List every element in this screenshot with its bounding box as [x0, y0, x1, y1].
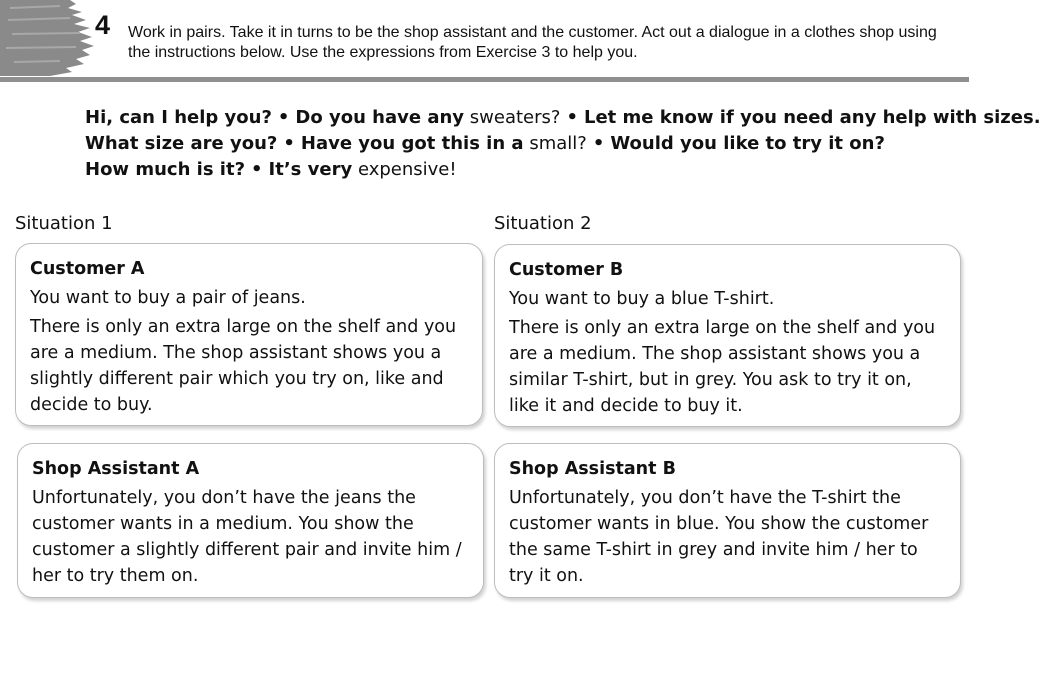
expressions-line [85, 157, 965, 183]
card-text: You want to buy a blue T-shirt. [509, 289, 775, 309]
expressions-line [85, 105, 1041, 131]
bullet: • [283, 133, 295, 154]
expression: Would you like to try it on? [610, 133, 885, 154]
expression-word: expensive! [357, 159, 457, 180]
expression: Do you have any [295, 107, 465, 128]
expressions-box [85, 105, 1041, 183]
situation-2-label: Situation 2 [494, 213, 592, 234]
customer-b-card [494, 244, 961, 427]
expression: Have you got this in a [300, 133, 524, 154]
expression: It’s very [268, 159, 353, 180]
shop-assistant-b-card [494, 443, 961, 598]
card-text: You want to buy a pair of jeans. [30, 288, 306, 308]
exercise-number: 4 [95, 10, 111, 40]
exercise-instructions: Work in pairs. Take it in turns to be the shop assistant and the customer. Act out a dialogue in a clothes shop using the instructions below. Use the expressions from Exercise 3 to help you. [128, 24, 937, 61]
expressions-line [85, 131, 965, 157]
expression-word: sweaters? [469, 107, 561, 128]
situation-1-label: Situation 1 [15, 213, 113, 234]
shop-assistant-a-card [17, 443, 484, 598]
card-title: Customer B [509, 260, 624, 280]
card-title: Shop Assistant A [32, 459, 200, 479]
expression: Hi, can I help you? [85, 107, 272, 128]
card-title: Shop Assistant B [509, 459, 676, 479]
card-text: Unfortunately, you don’t have the T-shirt the customer wants in blue. You show the customer the same T-shirt in grey and invite him / her to try it on. [509, 488, 929, 586]
bullet: • [251, 159, 263, 180]
expression: How much is it? [85, 159, 246, 180]
expression-word: small? [529, 133, 587, 154]
expression: Let me know if you need any help with sizes. [583, 107, 1041, 128]
customer-a-card [15, 243, 483, 426]
bullet: • [566, 107, 578, 128]
bullet: • [277, 107, 290, 128]
card-text: There is only an extra large on the shelf and you are a medium. The shop assistant shows you a slightly different pair which you try on, like and decide to buy. [30, 317, 457, 415]
card-text: Unfortunately, you don’t have the jeans the customer wants in a medium. You show the customer a slightly different pair and invite him / her to try them on. [32, 488, 462, 586]
card-text: There is only an extra large on the shelf and you are a medium. The shop assistant shows you a similar T-shirt, but in grey. You ask to try it on, like it and decide to buy it. [509, 318, 936, 416]
expression: What size are you? [85, 133, 278, 154]
header-divider [0, 77, 969, 82]
card-title: Customer A [30, 259, 145, 279]
brush-stroke-decoration [0, 0, 96, 76]
bullet: • [592, 133, 605, 154]
